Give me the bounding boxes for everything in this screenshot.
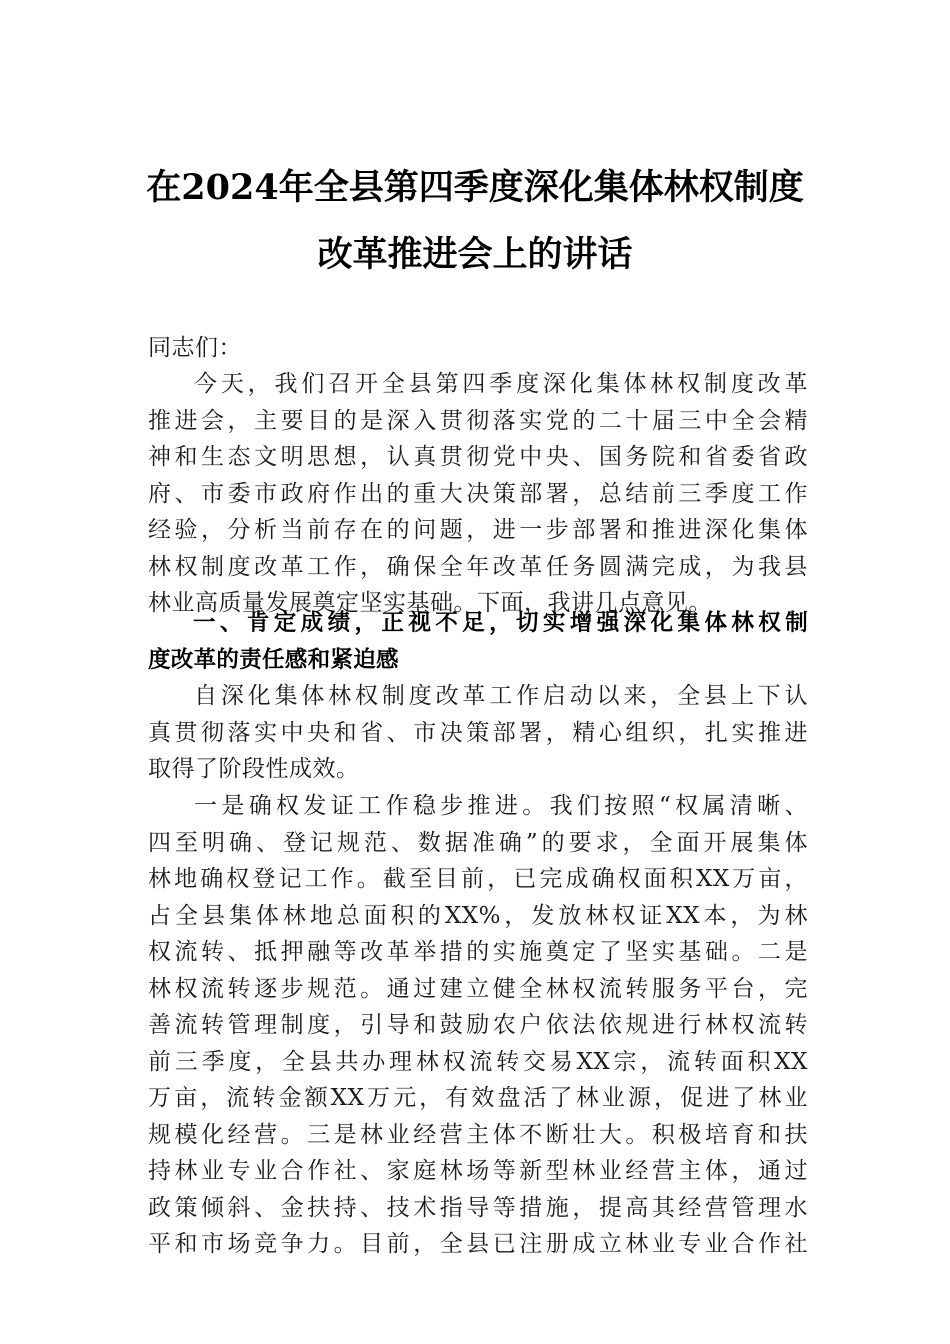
paragraph-line: 林业高质量发展奠定坚实基础。下面，我讲几点意见。 [148,590,712,616]
salutation: 同志们： [148,335,242,361]
paragraph-line: 占全县集体林地总面积的XX%，发放林权证XX本，为林 [148,902,808,929]
paragraph-line: 平和市场竞争力。目前，全县已注册成立林业专业合作社 [148,1231,808,1257]
paragraph-line: 神和生态文明思想，认真贯彻党中央、国务院和省委省政 [148,444,808,470]
heading-line: 一、肯定成绩，正视不足，切实增强深化集体林权制 [193,610,808,636]
paragraph-line: 持林业专业合作社、家庭林场等新型林业经营主体，通过 [148,1158,808,1184]
paragraph-line: 规模化经营。三是林业经营主体不断壮大。积极培育和扶 [148,1121,808,1148]
document-title-line-1: 在2024年全县第四季度深化集体林权制度 [146,167,804,208]
paragraph-line: 经验，分析当前存在的问题，进一步部署和推进深化集体 [148,517,808,543]
paragraph-line: 一是确权发证工作稳步推进。我们按照“权属清晰、 [194,793,808,819]
paragraph-line: 四至明确、登记规范、数据准确”的要求，全面开展集体 [148,829,808,856]
paragraph-line: 权流转、抵押融等改革举措的实施奠定了坚实基础。二是 [148,939,808,965]
paragraph-line: 府、市委市政府作出的重大决策部署，总结前三季度工作 [148,480,808,507]
paragraph-line: 推进会，主要目的是深入贯彻落实党的二十届三中全会精 [148,407,808,434]
paragraph-line: 真贯彻落实中央和省、市决策部署，精心组织，扎实推进 [148,719,808,746]
paragraph-line: 善流转管理制度，引导和鼓励农户依法依规进行林权流转 [148,1012,808,1038]
paragraph-line: 林权流转逐步规范。通过建立健全林权流转服务平台，完 [148,975,808,1002]
paragraph-line: 取得了阶段性成效。 [148,756,360,782]
paragraph-line: 林地确权登记工作。截至目前，已完成确权面积XX万亩， [148,866,808,892]
paragraph-line: 自深化集体林权制度改革工作启动以来，全县上下认 [194,683,808,709]
paragraph-line: 今天，我们召开全县第四季度深化集体林权制度改革 [194,371,808,397]
section-heading-1 [148,605,808,678]
paragraph-line: 前三季度，全县共办理林权流转交易XX宗，流转面积XX [148,1048,808,1075]
paragraph-intro [148,366,808,622]
paragraph-line: 政策倾斜、金扶持、技术指导等措施，提高其经营管理水 [148,1194,808,1221]
paragraph-line: 万亩，流转金额XX万元，有效盘活了林业源，促进了林业 [148,1085,808,1111]
document-title-line-2: 改革推进会上的讲话 [317,234,633,275]
paragraph-achievements-intro [148,678,808,788]
heading-line: 度改革的责任感和紧迫感 [148,646,399,673]
paragraph-achievements-detail [148,788,808,1263]
paragraph-line: 林权制度改革工作，确保全年改革任务圆满完成，为我县 [148,553,808,580]
